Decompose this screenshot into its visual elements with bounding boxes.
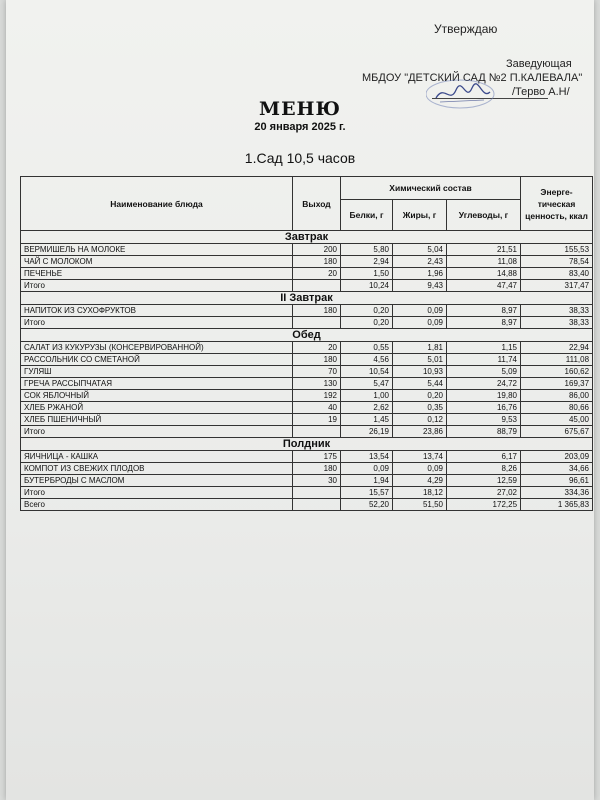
total-protein: 10,24 xyxy=(341,280,393,292)
dish-carbs: 11,74 xyxy=(447,354,521,366)
total-output xyxy=(293,317,341,329)
dish-fat: 5,04 xyxy=(393,244,447,256)
dish-name: ГРЕЧА РАССЫПЧАТАЯ xyxy=(21,378,293,390)
dish-output: 200 xyxy=(293,244,341,256)
dish-protein: 0,55 xyxy=(341,342,393,354)
dish-carbs: 12,59 xyxy=(447,475,521,487)
total-fat: 23,86 xyxy=(393,426,447,438)
dish-carbs: 1,15 xyxy=(447,342,521,354)
dish-carbs: 24,72 xyxy=(447,378,521,390)
dish-energy: 96,61 xyxy=(521,475,593,487)
total-fat: 9,43 xyxy=(393,280,447,292)
dish-name: ЯИЧНИЦА - КАШКА xyxy=(21,451,293,463)
dish-name: ЧАЙ С МОЛОКОМ xyxy=(21,256,293,268)
dish-output: 130 xyxy=(293,378,341,390)
dish-energy: 78,54 xyxy=(521,256,593,268)
menu-table-body xyxy=(21,231,593,511)
total-protein: 0,20 xyxy=(341,317,393,329)
dish-output: 30 xyxy=(293,475,341,487)
dish-output: 180 xyxy=(293,354,341,366)
menu-table xyxy=(20,176,593,511)
section-header-row xyxy=(21,231,593,244)
header-energy: Энерге-тическая ценность, ккал xyxy=(521,177,593,231)
section-total-row xyxy=(21,426,593,438)
dish-carbs: 8,26 xyxy=(447,463,521,475)
dish-protein: 2,94 xyxy=(341,256,393,268)
header-carbs: Углеводы, г xyxy=(447,200,521,231)
approve-label: Утверждаю xyxy=(434,22,498,36)
header-output: Выход xyxy=(293,177,341,231)
dish-name: ВЕРМИШЕЛЬ НА МОЛОКЕ xyxy=(21,244,293,256)
header-fat: Жиры, г xyxy=(393,200,447,231)
total-carbs: 47,47 xyxy=(447,280,521,292)
dish-protein: 1,94 xyxy=(341,475,393,487)
section-title: Завтрак xyxy=(21,231,593,244)
dish-carbs: 5,09 xyxy=(447,366,521,378)
dish-name: КОМПОТ ИЗ СВЕЖИХ ПЛОДОВ xyxy=(21,463,293,475)
grand-total-carbs: 172,25 xyxy=(447,499,521,511)
dish-output: 20 xyxy=(293,342,341,354)
total-output xyxy=(293,426,341,438)
dish-energy: 160,62 xyxy=(521,366,593,378)
dish-energy: 86,00 xyxy=(521,390,593,402)
dish-energy: 80,66 xyxy=(521,402,593,414)
dish-fat: 4,29 xyxy=(393,475,447,487)
section-title: II Завтрак xyxy=(21,292,593,305)
dish-fat: 0,12 xyxy=(393,414,447,426)
dish-output: 180 xyxy=(293,305,341,317)
total-carbs: 8,97 xyxy=(447,317,521,329)
dish-fat: 0,09 xyxy=(393,463,447,475)
section-total-row xyxy=(21,280,593,292)
dish-fat: 13,74 xyxy=(393,451,447,463)
dish-carbs: 19,80 xyxy=(447,390,521,402)
dish-fat: 2,43 xyxy=(393,256,447,268)
total-output xyxy=(293,280,341,292)
total-label: Итого xyxy=(21,317,293,329)
table-row xyxy=(21,451,593,463)
total-carbs: 27,02 xyxy=(447,487,521,499)
dish-output: 180 xyxy=(293,256,341,268)
dish-output: 40 xyxy=(293,402,341,414)
total-label: Итого xyxy=(21,280,293,292)
table-row xyxy=(21,244,593,256)
document-sheet xyxy=(6,0,594,800)
dish-energy: 34,66 xyxy=(521,463,593,475)
dish-output: 70 xyxy=(293,366,341,378)
section-title: Полдник xyxy=(21,438,593,451)
total-protein: 26,19 xyxy=(341,426,393,438)
dish-carbs: 16,76 xyxy=(447,402,521,414)
dish-carbs: 11,08 xyxy=(447,256,521,268)
section-title: Обед xyxy=(21,329,593,342)
total-energy: 675,67 xyxy=(521,426,593,438)
header-chem: Химический состав xyxy=(341,177,521,200)
dish-name: СОК ЯБЛОЧНЫЙ xyxy=(21,390,293,402)
table-row xyxy=(21,463,593,475)
table-row xyxy=(21,475,593,487)
table-row xyxy=(21,342,593,354)
grand-total-protein: 52,20 xyxy=(341,499,393,511)
dish-protein: 1,50 xyxy=(341,268,393,280)
dish-fat: 5,01 xyxy=(393,354,447,366)
table-row xyxy=(21,390,593,402)
dish-output: 180 xyxy=(293,463,341,475)
dish-energy: 83,40 xyxy=(521,268,593,280)
dish-output: 19 xyxy=(293,414,341,426)
dish-energy: 22,94 xyxy=(521,342,593,354)
dish-name: ХЛЕБ ПШЕНИЧНЫЙ xyxy=(21,414,293,426)
dish-energy: 111,08 xyxy=(521,354,593,366)
dish-energy: 155,53 xyxy=(521,244,593,256)
total-fat: 0,09 xyxy=(393,317,447,329)
total-fat: 18,12 xyxy=(393,487,447,499)
section-total-row xyxy=(21,487,593,499)
approver-signer: /Терво А.Н/ xyxy=(512,86,570,98)
dish-carbs: 14,88 xyxy=(447,268,521,280)
total-energy: 334,36 xyxy=(521,487,593,499)
table-row xyxy=(21,366,593,378)
dish-protein: 2,62 xyxy=(341,402,393,414)
dish-protein: 1,00 xyxy=(341,390,393,402)
dish-name: РАССОЛЬНИК СО СМЕТАНОЙ xyxy=(21,354,293,366)
page-title: МЕНЮ xyxy=(259,98,341,120)
grand-total-fat: 51,50 xyxy=(393,499,447,511)
total-protein: 15,57 xyxy=(341,487,393,499)
grand-total-row xyxy=(21,499,593,511)
section-header-row xyxy=(21,329,593,342)
dish-energy: 38,33 xyxy=(521,305,593,317)
dish-protein: 5,80 xyxy=(341,244,393,256)
grand-total-energy: 1 365,83 xyxy=(521,499,593,511)
dish-protein: 1,45 xyxy=(341,414,393,426)
dish-fat: 1,96 xyxy=(393,268,447,280)
table-row xyxy=(21,414,593,426)
section-total-row xyxy=(21,317,593,329)
dish-energy: 203,09 xyxy=(521,451,593,463)
dish-protein: 0,20 xyxy=(341,305,393,317)
dish-energy: 169,37 xyxy=(521,378,593,390)
table-row xyxy=(21,256,593,268)
dish-name: ХЛЕБ РЖАНОЙ xyxy=(21,402,293,414)
header-protein: Белки, г xyxy=(341,200,393,231)
dish-fat: 5,44 xyxy=(393,378,447,390)
dish-fat: 0,09 xyxy=(393,305,447,317)
dish-fat: 0,20 xyxy=(393,390,447,402)
total-label: Итого xyxy=(21,426,293,438)
total-energy: 317,47 xyxy=(521,280,593,292)
header-dish-name: Наименование блюда xyxy=(21,177,293,231)
dish-name: САЛАТ ИЗ КУКУРУЗЫ (КОНСЕРВИРОВАННОЙ) xyxy=(21,342,293,354)
menu-subtitle: 1.Сад 10,5 часов xyxy=(244,150,356,166)
table-row xyxy=(21,378,593,390)
dish-energy: 45,00 xyxy=(521,414,593,426)
table-row xyxy=(21,354,593,366)
grand-total-output xyxy=(293,499,341,511)
total-energy: 38,33 xyxy=(521,317,593,329)
total-carbs: 88,79 xyxy=(447,426,521,438)
table-row xyxy=(21,402,593,414)
dish-carbs: 9,53 xyxy=(447,414,521,426)
dish-carbs: 21,51 xyxy=(447,244,521,256)
dish-protein: 4,56 xyxy=(341,354,393,366)
dish-carbs: 8,97 xyxy=(447,305,521,317)
menu-date: 20 января 2025 г. xyxy=(254,121,346,133)
grand-total-label: Всего xyxy=(21,499,293,511)
dish-output: 20 xyxy=(293,268,341,280)
dish-protein: 0,09 xyxy=(341,463,393,475)
approver-position: Заведующая xyxy=(506,58,572,70)
dish-protein: 13,54 xyxy=(341,451,393,463)
section-header-row xyxy=(21,438,593,451)
dish-protein: 10,54 xyxy=(341,366,393,378)
total-output xyxy=(293,487,341,499)
total-label: Итого xyxy=(21,487,293,499)
dish-protein: 5,47 xyxy=(341,378,393,390)
dish-carbs: 6,17 xyxy=(447,451,521,463)
dish-name: ПЕЧЕНЬЕ xyxy=(21,268,293,280)
dish-output: 175 xyxy=(293,451,341,463)
approver-org: МБДОУ "ДЕТСКИЙ САД №2 П.КАЛЕВАЛА" xyxy=(362,72,583,84)
table-row xyxy=(21,268,593,280)
section-header-row xyxy=(21,292,593,305)
dish-fat: 1,81 xyxy=(393,342,447,354)
dish-output: 192 xyxy=(293,390,341,402)
dish-fat: 10,93 xyxy=(393,366,447,378)
table-row xyxy=(21,305,593,317)
dish-name: НАПИТОК ИЗ СУХОФРУКТОВ xyxy=(21,305,293,317)
dish-name: БУТЕРБРОДЫ С МАСЛОМ xyxy=(21,475,293,487)
dish-fat: 0,35 xyxy=(393,402,447,414)
dish-name: ГУЛЯШ xyxy=(21,366,293,378)
